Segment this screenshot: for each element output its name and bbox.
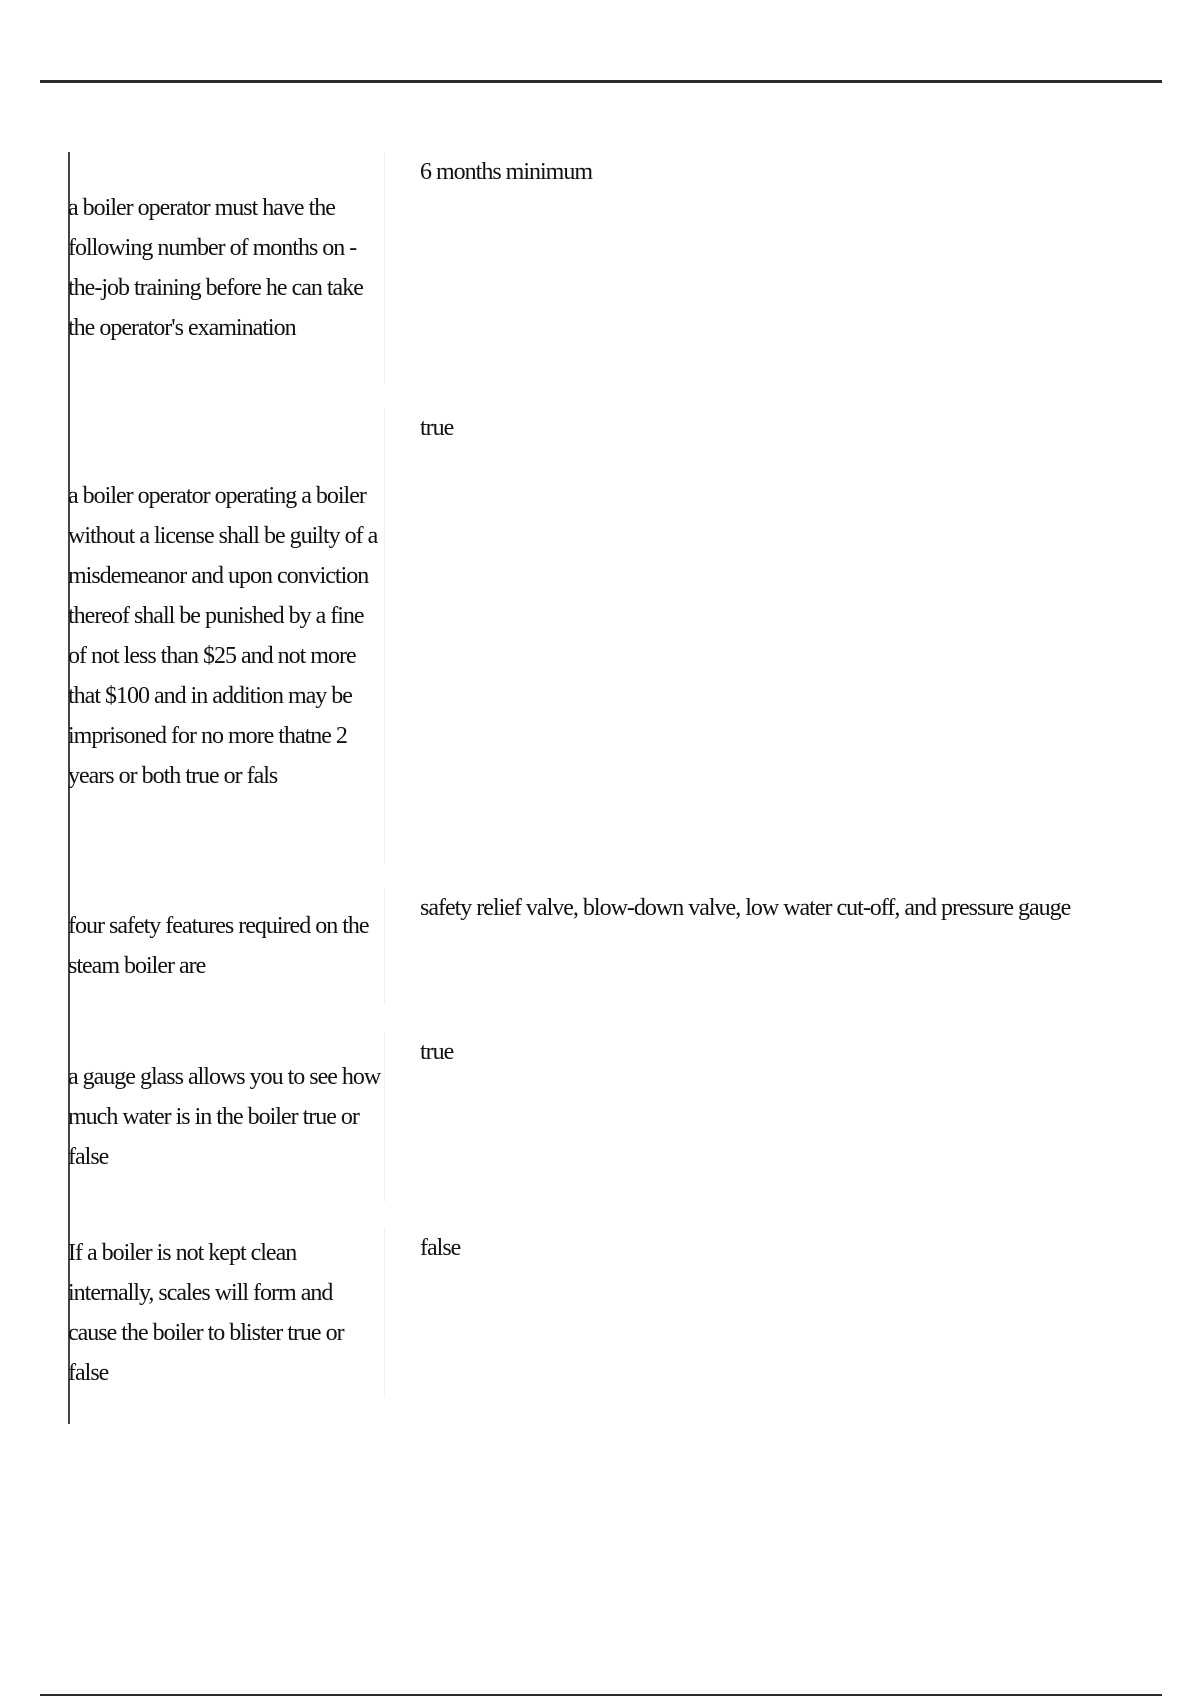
term-cell	[68, 1032, 385, 1202]
term-cell	[68, 152, 385, 384]
definition-text: safety relief valve, blow-down valve, low water cut-off, and pressure gauge	[420, 895, 1071, 921]
definition-text: 6 months minimum	[420, 159, 593, 185]
term-text: a gauge glass allows you to see how much water is in the boiler true or false	[68, 1064, 381, 1170]
top-rule	[40, 80, 1162, 83]
bottom-rule	[40, 1694, 1162, 1696]
term-text: a boiler operator must have the following number of months on -the-job training before he can take the operator's examination	[68, 195, 363, 341]
term-text: If a boiler is not kept clean internally, scales will form and cause the boiler to blister true or false	[68, 1240, 344, 1386]
term-cell	[68, 888, 385, 1004]
term-cell	[68, 408, 385, 864]
definition-text: true	[420, 415, 454, 441]
term-text: four safety features required on the steam boiler are	[68, 913, 369, 979]
definition-text: false	[420, 1235, 461, 1261]
term-text: a boiler operator operating a boiler without a license shall be guilty of a misdemeanor and upon conviction thereof shall be punished by a fine of not less than $25 and not more that $100 and in addition may be imprisoned for no more thatne 2 years or both true or fals	[68, 483, 378, 789]
term-cell	[68, 1228, 385, 1398]
definition-text: true	[420, 1039, 454, 1065]
